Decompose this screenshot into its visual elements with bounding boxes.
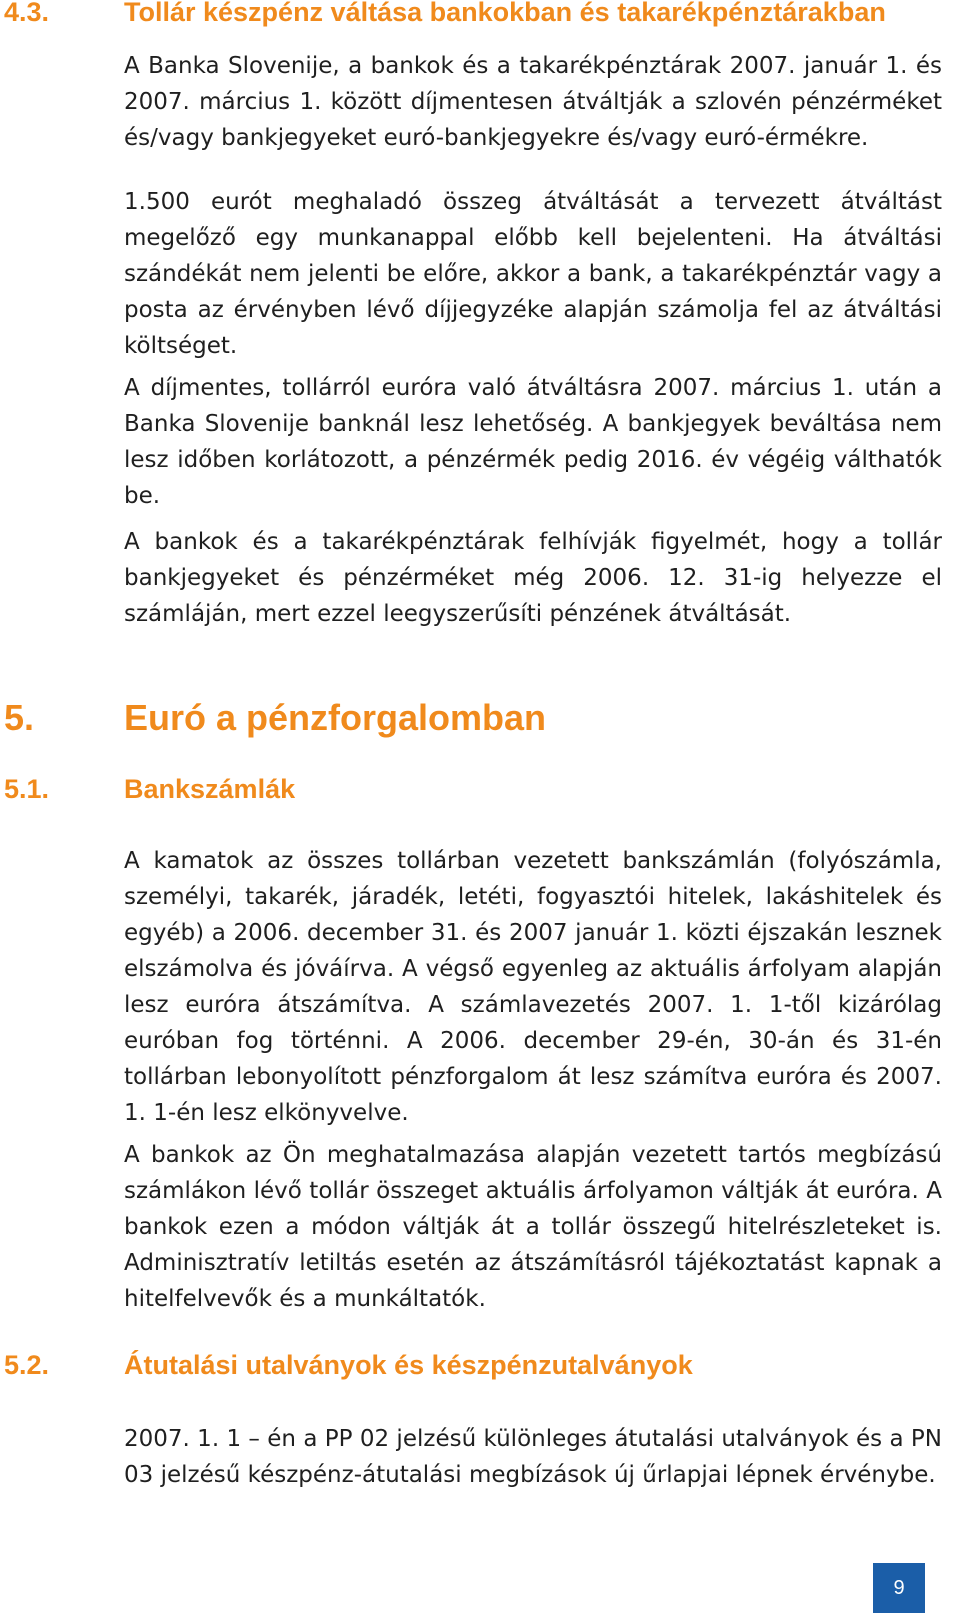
paragraph: A bankok és a takarékpénztárak felhívják figyelmét, hogy a tollár bankjegyeket és pénzérméket még 2006. 12. 31-ig helyezze el számláján, mert ezzel leegyszerűsíti pénzének átváltását. xyxy=(124,529,942,627)
section-title: Bankszámlák xyxy=(124,774,296,804)
section-title: Átutalási utalványok és készpénzutalványok xyxy=(124,1350,693,1380)
paragraph: 1.500 eurót meghaladó összeg átváltását a tervezett átváltást megelőző egy munkanappal előbb kell bejelenteni. Ha átváltási szándékát nem jelenti be előre, akkor a bank, a takarékpénztár vagy a posta az érvényben lévő díjjegyzéke alapján számolja fel az átváltási költséget. xyxy=(124,189,942,359)
paragraph: 2007. 1. 1 – én a PP 02 jelzésű különleges átutalási utalványok és a PN 03 jelzésű készpénz-átutalási megbízások új űrlapjai lépnek érvénybe. xyxy=(124,1426,942,1488)
chapter-number: 5. xyxy=(4,697,35,738)
paragraph: A bankok az Ön meghatalmazása alapján vezetett tartós megbízású számlákon lévő tollár összeget aktuális árfolyamon váltják át euróra. A bankok ezen a módon váltják át a tollár összegű hitelrészleteket is. Adminisztratív letiltás esetén az átszámításról tájékoztatást kapnak a hitelfelvevők és a munkáltatók. xyxy=(124,1142,942,1312)
paragraph: A kamatok az összes tollárban vezetett bankszámlán (folyószámla, személyi, takarék, járadék, letéti, fogyasztói hitelek, lakáshitelek és egyéb) a 2006. december 31. és 2007 január 1. közti éjszakán lesznek elszámolva és jóváírva. A végső egyenleg az aktuális árfolyam alapján lesz euróra átszámítva. A számlavezetés 2007. 1. 1-től kizárólag euróban fog történni. A 2006. december 29-én, 30-án és 31-én tollárban lebonyolított pénzforgalom át lesz számítva euróra és 2007. 1. 1-én lesz elkönyvelve. xyxy=(124,848,942,1126)
page-number-badge: 9 xyxy=(873,1563,925,1613)
section-number: 5.2. xyxy=(4,1350,50,1380)
section-number: 5.1. xyxy=(4,774,50,804)
section-number: 4.3. xyxy=(4,0,50,27)
section-title: Tollár készpénz váltása bankokban és takarékpénztárakban xyxy=(124,0,886,27)
chapter-title: Euró a pénzforgalomban xyxy=(124,697,547,738)
paragraph: A Banka Slovenije, a bankok és a takarékpénztárak 2007. január 1. és 2007. március 1. között díjmentesen átváltják a szlovén pénzérméket és/vagy bankjegyeket euró-bankjegyekre és/vagy euró-érmékre. xyxy=(124,53,942,151)
paragraph: A díjmentes, tollárról euróra való átváltásra 2007. március 1. után a Banka Slovenije banknál lesz lehetőség. A bankjegyek beváltása nem lesz időben korlátozott, a pénzérmék pedig 2016. év végéig válthatók be. xyxy=(124,375,942,509)
